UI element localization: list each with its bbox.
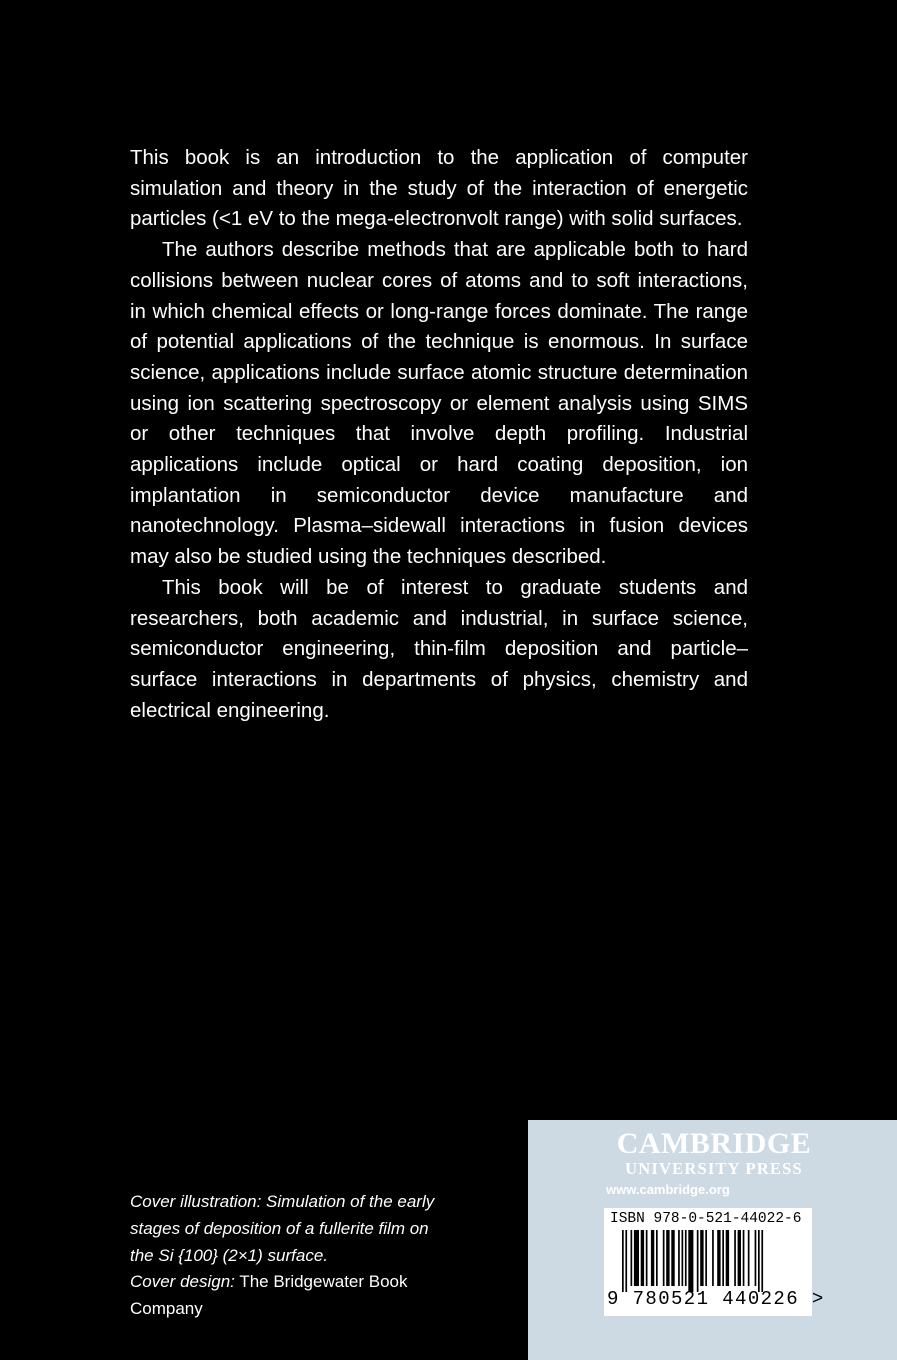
barcode-bar — [712, 1230, 714, 1286]
isbn-barcode — [604, 1208, 825, 1316]
barcode-bar — [671, 1230, 674, 1286]
cover-design-label: Cover design: — [130, 1272, 235, 1292]
cover-design-value: The Bridgewater Book Company — [130, 1272, 408, 1319]
barcode-bar — [722, 1230, 724, 1286]
publisher-panel — [528, 1120, 897, 1360]
barcode-bar — [625, 1230, 627, 1292]
barcode-bars — [604, 1230, 812, 1292]
barcode-bar — [685, 1230, 687, 1286]
barcode-bar — [634, 1230, 639, 1286]
cover-credits — [130, 1189, 455, 1323]
barcode-bar — [682, 1230, 684, 1286]
barcode-bar — [748, 1230, 750, 1286]
publisher-website: www.cambridge.org — [606, 1182, 730, 1197]
barcode-bar — [700, 1230, 703, 1286]
barcode-bar — [666, 1230, 669, 1286]
barcode-bar — [688, 1230, 693, 1292]
barcode-bar — [663, 1230, 665, 1286]
blurb-paragraph-2: The authors describe methods that are applicable both to hard collisions between nuclear cores of atoms and to soft interactions, in which chemical effects or long-range forces dominate. The range of potential applications of the technique is enormous. In surface science, applications include surface atomic structure determination using ion scattering spectroscopy or element analysis using SIMS or other techniques that involve depth profiling. Industrial applications include optical or hard coating deposition, ion implantation in semiconductor device manufacture and nanotechnology. Plasma–sidewall interactions in fusion devices may also be studied using the techniques described. — [130, 238, 748, 569]
isbn-number: ISBN 978-0-521-44022-6 — [610, 1211, 802, 1227]
ean-digits: 9 780521 440226 > — [607, 1288, 825, 1310]
barcode-bar — [717, 1230, 720, 1286]
barcode-bar — [758, 1230, 760, 1292]
publisher-logo — [604, 1128, 824, 1178]
barcode-bar — [738, 1230, 741, 1286]
barcode-bar — [622, 1230, 624, 1292]
barcode-bar — [755, 1230, 757, 1286]
barcode-bar — [678, 1230, 680, 1286]
blurb-paragraph-3: This book will be of interest to graduate students and researchers, both academic and industrial, in surface science, semiconductor engineering, thin-film deposition and particle–surface interactions in departments of physics, chemistry and electrical engineering. — [130, 575, 748, 722]
cover-design-credit — [130, 1269, 455, 1323]
barcode-bar — [656, 1230, 658, 1286]
barcode-bar — [651, 1230, 654, 1286]
barcode-bar — [761, 1230, 763, 1292]
barcode-bar — [726, 1230, 729, 1286]
cover-illustration-credit: Cover illustration: Simulation of the early stages of deposition of a fullerite film on the Si {100} (2×1) surface. — [130, 1192, 435, 1265]
barcode-bar — [646, 1230, 648, 1286]
barcode-bar — [631, 1230, 633, 1286]
publisher-name: CAMBRIDGE — [616, 1127, 812, 1160]
barcode-bar — [641, 1230, 644, 1286]
barcode-bar — [743, 1230, 745, 1286]
barcode-bar — [697, 1230, 699, 1292]
blurb-paragraph-1: This book is an introduction to the application of computer simulation and theory in the study of the interaction of energetic particles (<1 eV to the mega-electronvolt range) with solid surfaces. — [130, 146, 748, 231]
back-cover-blurb — [130, 143, 748, 726]
barcode-bar — [734, 1230, 736, 1286]
barcode-bar — [705, 1230, 707, 1286]
publisher-subname: UNIVERSITY PRESS — [625, 1159, 803, 1178]
